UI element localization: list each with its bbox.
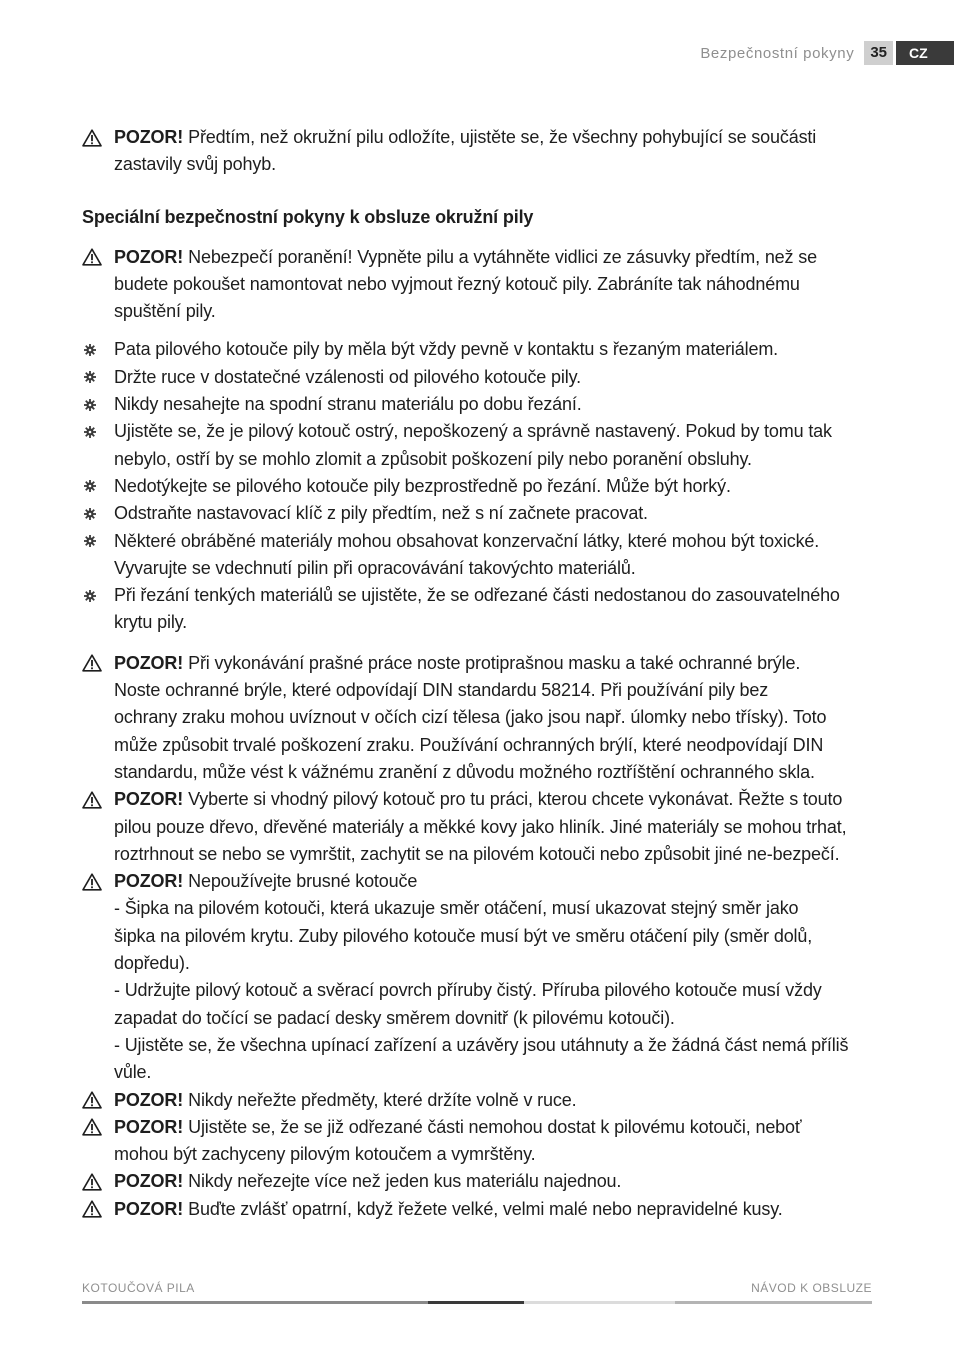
warning-block	[82, 1087, 882, 1114]
list-item: Nedotýkejte se pilového kotouče pily bezprostředně po řezání. Může být horký.	[82, 473, 882, 500]
language-tab: CZ	[896, 41, 954, 65]
warning-text: POZOR! Nebezpečí poranění! Vypněte pilu a vytáhněte vidlici ze zásuvky předtím, než se budete pokoušet namontovat nebo vyjmout řezný kotouč pily. Zabráníte tak náhodnému spuštění pily.	[114, 246, 817, 322]
footer-manual-title: NÁVOD K OBSLUZE	[751, 1281, 872, 1295]
footer-product-name: KOTOUČOVÁ PILA	[82, 1281, 195, 1295]
warning-label: POZOR!	[114, 1171, 184, 1192]
warning-label: POZOR!	[114, 1198, 184, 1219]
warning-label: POZOR!	[114, 127, 184, 147]
warning-block	[82, 786, 882, 868]
page-number: 35	[864, 41, 893, 65]
footer-rule-segment	[675, 1301, 872, 1304]
warning-block	[82, 124, 882, 179]
warning-block	[82, 244, 882, 326]
warning-text: POZOR! Nikdy neřežte předměty, které držíte volně v ruce.	[114, 1089, 577, 1110]
footer-rule-segment	[82, 1301, 428, 1304]
warning-block	[82, 1168, 882, 1195]
warning-text: POZOR! Nepoužívejte brusné kotouče - Šipka na pilovém kotouči, která ukazuje směr otáčení, musí ukazovat stejný směr jako šipka na pilovém krytu. Zuby pilového kotouče musí být ve směru otáčení pily (směr dolů, dopředu). - Udržujte pilový kotouč a svěrací povrch příruby čistý. Příruba pilového kotouče musí vždy zapadat do točící se padací desky směrem dovnitř (k pilovému kotouči). - Ujistěte se, že všechna upínací zařízení a uzávěry jsou utáhnuty a že žádná část nemá příliš vůle.	[114, 871, 849, 1083]
warning-block	[82, 1114, 882, 1169]
page-content	[82, 124, 882, 1223]
gear-bullet-icon	[82, 473, 114, 500]
gear-bullet-icon	[82, 391, 114, 418]
warning-block	[82, 868, 882, 1086]
header-title: Bezpečnostní pokyny	[700, 44, 855, 62]
warning-label: POZOR!	[114, 1116, 184, 1137]
list-item: Pata pilového kotouče pily by měla být vždy pevně v kontaktu s řezaným materiálem.	[82, 336, 882, 363]
warning-text: POZOR! Předtím, než okružní pilu odložíte, ujistěte se, že všechny pohybující se součásti zastavily svůj pohyb.	[114, 127, 817, 175]
footer-rule-segment	[428, 1301, 524, 1304]
gear-bullet-icon	[82, 500, 114, 527]
footer-rule-segment	[524, 1301, 675, 1304]
section-heading: Speciální bezpečnostní pokyny k obsluze okružní pily	[82, 206, 534, 227]
warning-label: POZOR!	[114, 246, 184, 267]
gear-bullet-icon	[82, 364, 114, 391]
warning-triangle-icon	[82, 786, 114, 813]
warning-triangle-icon	[82, 1168, 114, 1195]
gear-bullet-icon	[82, 418, 114, 445]
bullet-list	[82, 336, 882, 636]
gear-bullet-icon	[82, 582, 114, 609]
warning-triangle-icon	[82, 244, 114, 271]
list-item: Odstraňte nastavovací klíč z pily předtím, než s ní začnete pracovat.	[82, 500, 882, 527]
list-item: Nikdy nesahejte na spodní stranu materiálu po dobu řezání.	[82, 391, 882, 418]
warning-triangle-icon	[82, 650, 114, 677]
warning-text: POZOR! Vyberte si vhodný pilový kotouč pro tu práci, kterou chcete vykonávat. Řežte s touto pilou pouze dřevo, dřevěné materiály a měkké kovy jako hliník. Jiné materiály se mohou trhat, roztrhnout se nebo se vymrštit, zachytit se na pilovém kotouči nebo způsobit jiné ne-bezpečí.	[114, 789, 847, 864]
warning-label: POZOR!	[114, 652, 184, 673]
list-item: Držte ruce v dostatečné vzálenosti od pilového kotouče pily.	[82, 364, 882, 391]
warning-block	[82, 650, 882, 786]
warning-text: POZOR! Ujistěte se, že se již odřezané části nemohou dostat k pilovému kotouči, neboť mohou být zachyceny pilovým kotoučem a vymrštěny.	[114, 1116, 802, 1165]
warning-label: POZOR!	[114, 1089, 184, 1110]
warning-label: POZOR!	[114, 789, 184, 810]
warning-text: POZOR! Nikdy neřezejte více než jeden kus materiálu najednou.	[114, 1171, 622, 1192]
gear-bullet-icon	[82, 336, 114, 363]
list-item: Ujistěte se, že je pilový kotouč ostrý, nepoškozený a správně nastavený. Pokud by tomu tak nebylo, ostří by se mohlo zlomit a způsobit poškození pily nebo poranění obsluhy.	[82, 418, 882, 473]
warning-triangle-icon	[82, 1087, 114, 1114]
page-header	[700, 41, 954, 65]
warning-triangle-icon	[82, 124, 114, 151]
warning-text: POZOR! Při vykonávání prašné práce noste protiprašnou masku a také ochranné brýle. Noste ochranné brýle, které odpovídají DIN standardu 58214. Při používání pily bez ochrany zraku mohou uvíznout v očích cizí tělesa (jako jsou např. úlomky nebo třísky). Toto může způsobit trvalé poškození zraku. Používání ochranných brýlí, které neodpovídají DIN standardu, může vést k vážnému zranění z důvodu možného roztříštění ochranného skla.	[114, 652, 827, 782]
gear-bullet-icon	[82, 528, 114, 555]
list-item: Některé obráběné materiály mohou obsahovat konzervační látky, které mohou být toxické. Vyvarujte se vdechnutí pilin při opracovávání takovýchto materiálů.	[82, 528, 882, 583]
warning-label: POZOR!	[114, 871, 184, 892]
warning-triangle-icon	[82, 1114, 114, 1141]
warning-block	[82, 1196, 882, 1223]
warning-text: POZOR! Buďte zvlášť opatrní, když řežete velké, velmi malé nebo nepravidelné kusy.	[114, 1198, 783, 1219]
warning-triangle-icon	[82, 1196, 114, 1223]
warning-triangle-icon	[82, 868, 114, 895]
list-item: Při řezání tenkých materiálů se ujistěte, že se odřezané části nedostanou do zasouvatelného krytu pily.	[82, 582, 882, 637]
